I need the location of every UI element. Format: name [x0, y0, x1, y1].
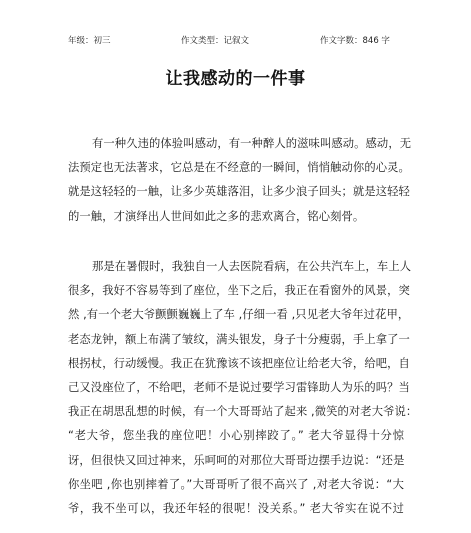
- paragraph-line: 法预定也无法著求，它总是在不经意的一瞬间，悄悄触动你的心灵。: [68, 161, 410, 175]
- paragraph-line: 的一触，才演绎出人世间如此之多的悲欢离合，铭心刻骨。: [68, 209, 365, 223]
- grade-label: 年级：初三: [68, 36, 111, 46]
- paragraph-line: 有一种久违的体验叫感动，有一种醉人的滋味叫感动。感动，无: [92, 137, 412, 150]
- paragraph-1: [68, 132, 412, 229]
- paragraph-line: 很多，我好不容易等到了座位，坐下之后，我正在看窗外的风景，突: [68, 284, 410, 298]
- paragraph-line: 老态龙钟，额上布满了皱纹，满头银发，身子十分瘦弱，手上拿了一: [68, 332, 410, 346]
- paragraph-2: [68, 255, 418, 521]
- essay-title: 让我感动的一件事: [165, 69, 306, 89]
- page-bottom-fade: [0, 519, 471, 533]
- paragraph-line: 然 ,有一个老大爷颤颤巍巍上了车 ,仔细一看 ,只见老大爷年过花甲，: [68, 308, 410, 322]
- essay-meta-bar: [68, 34, 398, 50]
- paragraph-line: 讶，但很快又回过神来，乐呵呵的对那位大哥哥边摆手边说：“还是: [68, 453, 405, 467]
- essay-type-label: 作文类型：记叙文: [181, 36, 250, 46]
- paragraph-line: 爷，我不坐可以，我还年轻的很呢！没关系。” 老大爷实在说不过: [68, 501, 404, 515]
- paragraph-line: 根拐杖，行动缓慢。我正在犹豫该不该把座位让给老大爷，给吧，自: [68, 356, 410, 370]
- paragraph-line: 就是这轻轻的一触，让多少英雄落泪，让多少浪子回头；就是这轻轻: [68, 185, 410, 199]
- paragraph-line: 己又没座位了，不给吧，老师不是说过要学习雷锋助人为乐的吗？当: [68, 380, 410, 394]
- word-count-label: 作文字数：846 字: [320, 36, 390, 46]
- paragraph-line: 你坐吧 ,你也别摔着了。”大哥哥听了很不高兴了 ,对老大爷说：“大: [68, 477, 404, 491]
- paragraph-line: 我正在胡思乱想的时候，有一个大哥哥站了起来 ,微笑的对老大爷说：: [68, 405, 418, 419]
- paragraph-line: “老大爷，您坐我的座位吧！小心别摔跤了。” 老大爷显得十分惊: [68, 429, 404, 443]
- paragraph-line: 那是在暑假时，我独自一人去医院看病，在公共汽车上，车上人: [92, 260, 412, 273]
